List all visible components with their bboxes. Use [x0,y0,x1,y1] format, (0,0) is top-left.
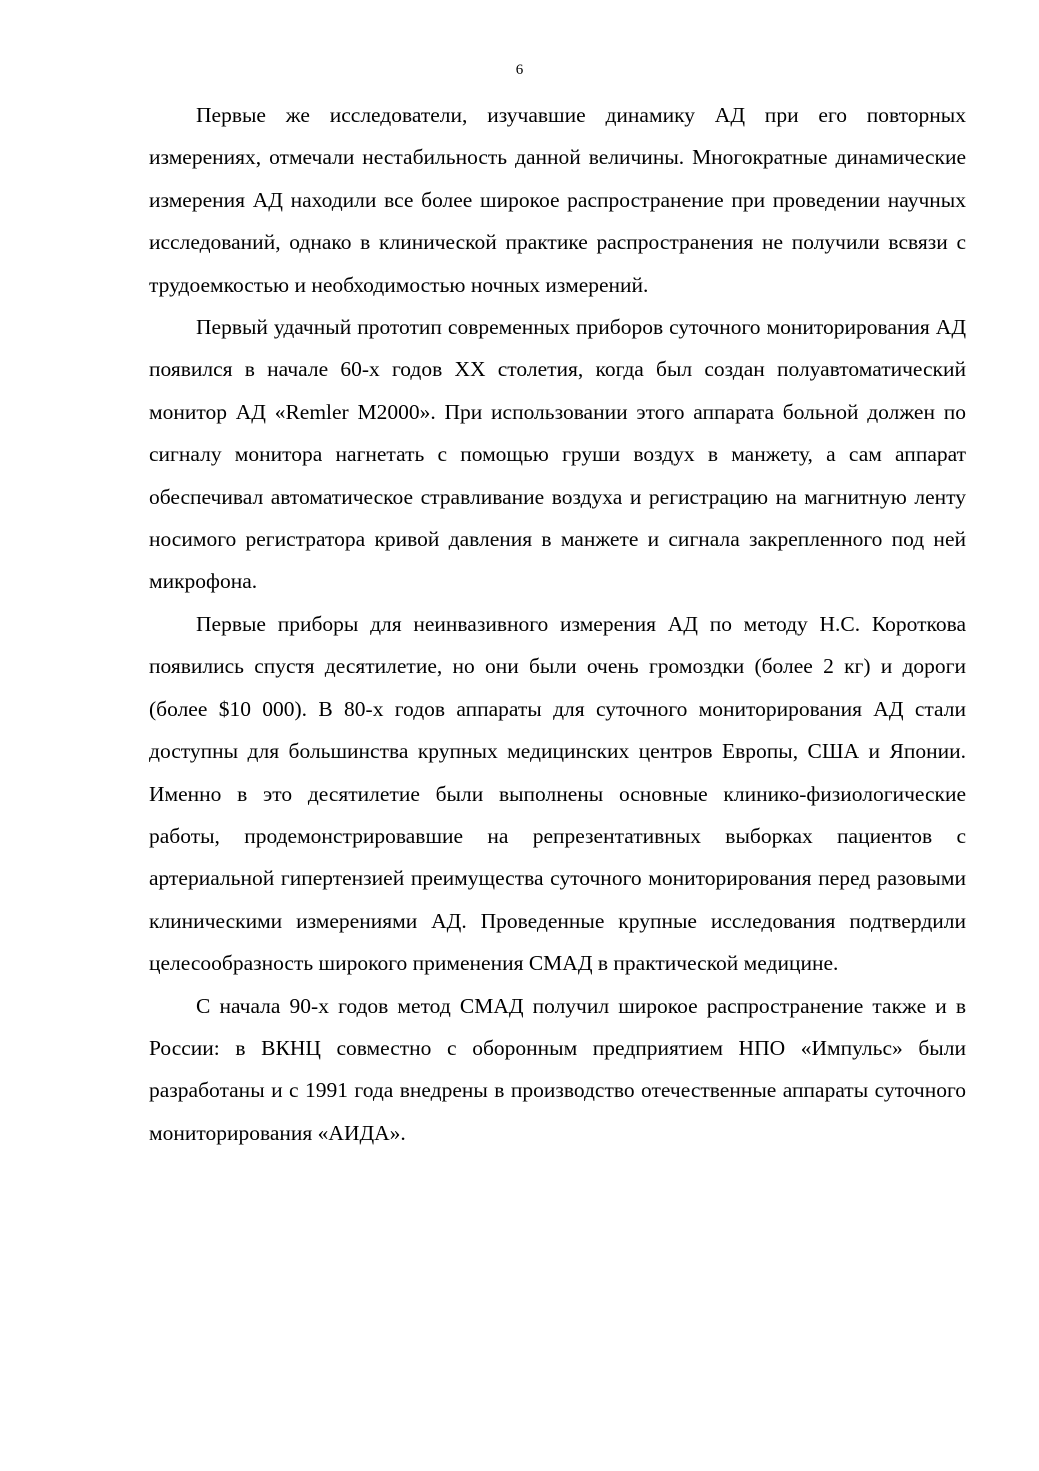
body-text [149,94,966,1154]
page-number: 6 [515,62,524,78]
paragraph-remler-prototype: Первый удачный прототип современных приборов суточного мониторирования АД появился в начале 60-х годов XX столетия, когда был создан полуавтоматический монитор АД «Remler M2000». При использовании этого аппарата больной должен по сигналу монитора нагнетать с помощью груши воздух в манжету, а сам аппарат обеспечивал автоматическое стравливание воздуха и регистрацию на магнитную ленту носимого регистратора кривой давления в манжете и сигнала закрепленного под ней микрофона. [149,315,966,594]
paragraph-russia-aida: С начала 90-х годов метод СМАД получил широкое распространение также и в России: в ВКНЦ совместно с оборонным предприятием НПО «Импульс» были разработаны и с 1991 года внедрены в производство отечественные аппараты суточного мониторирования «АИДА». [149,993,966,1145]
paragraph-korotkov-devices: Первые приборы для неинвазивного измерения АД по методу Н.С. Короткова появились спустя десятилетие, но они были очень громоздки (более 2 кг) и дороги (более $10 000). В 80-х годов аппараты для суточного мониторирования АД стали доступны для большинства крупных медицинских центров Европы, США и Японии. Именно в это десятилетие были выполнены основные клинико-физиологические работы, продемонстрировавшие на репрезентативных выборках пациентов с артериальной гипертензией преимущества суточного мониторирования перед разовыми клиническими измерениями АД. Проведенные крупные исследования подтвердили целесообразность широкого применения СМАД в практической медицине. [149,611,966,976]
paragraph-early-research: Первые же исследователи, изучавшие динамику АД при его повторных измерениях, отмечали нестабильность данной величины. Многократные динамические измерения АД находили все более широкое распространение при проведении научных исследований, однако в клинической практике распространения не получили всвязи с трудоемкостью и необходимостью ночных измерений. [149,103,966,297]
